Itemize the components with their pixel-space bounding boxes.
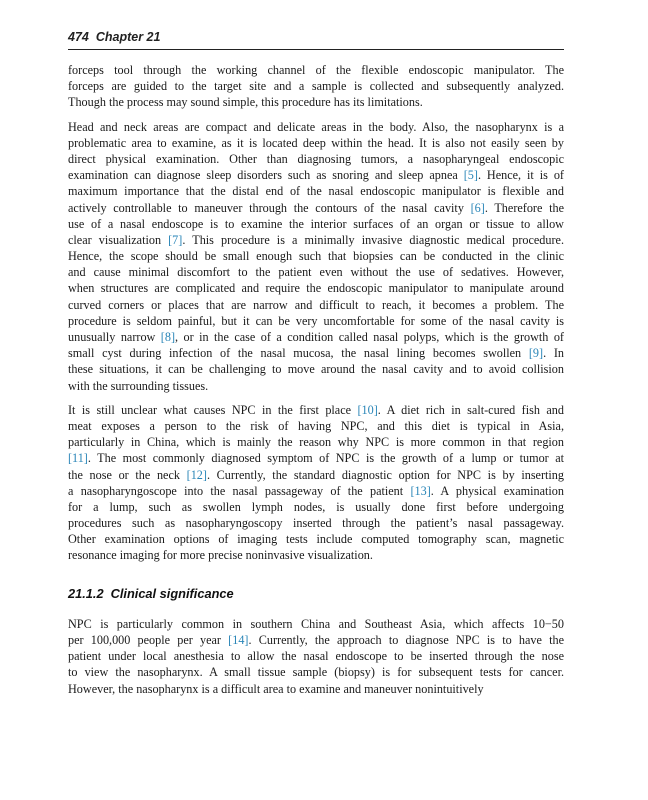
text-line: curved corners or places that are narrow and difficult to reach, it becomes a problem. The — [68, 297, 564, 312]
chapter-label: Chapter 21 — [95, 30, 161, 44]
citation-link[interactable]: [7] — [168, 232, 183, 247]
text-line: unusually narrow [8], or in the case of a condition called nasal polyps, which is the growth of — [68, 330, 564, 345]
paragraph — [68, 62, 564, 111]
text-line: problematic area to examine, as it is located deep within the head. It is also not easily seen by — [68, 135, 564, 150]
page-number: 474 — [68, 30, 89, 44]
text-line: forceps tool through the working channel of the flexible endoscopic manipulator. The — [68, 63, 564, 77]
text-line: [11]. The most commonly diagnosed symptom of NPC is the growth of a lump or tumor at — [68, 451, 564, 466]
section-paragraphs — [68, 616, 564, 697]
text-line: It is still unclear what causes NPC in the first place [10]. A diet rich in salt-cured fish and — [68, 402, 564, 417]
citation-link[interactable]: [8] — [160, 330, 176, 345]
body-text — [68, 62, 564, 705]
text-line: with the surrounding tissues. — [68, 378, 209, 393]
citation-link[interactable]: [10] — [357, 402, 378, 417]
text-line: patient under local anesthesia to allow the nasal endoscope to be inserted through the nose — [68, 649, 564, 664]
text-line: particularly in China, which is mainly the reason why NPC is more common in that region — [68, 435, 564, 450]
text-line: when structures are complicated and require the endoscopic manipulator to manipulate around — [68, 281, 564, 296]
text-line: clear visualization [7]. This procedure is a minimally invasive diagnostic medical procedure. — [68, 232, 565, 247]
citation-link[interactable]: [12] — [186, 467, 207, 482]
text-line: procedures such as nasopharyngoscopy inserted through the patient’s nasal passageway. — [68, 516, 564, 531]
text-line: NPC is particularly common in southern China and Southeast Asia, which affects 10−50 — [68, 616, 564, 631]
text-line: forceps are guided to the target site and a sample is collected and subsequently analyzed. — [68, 79, 564, 94]
paragraph — [68, 616, 564, 697]
text-line: a nasopharyngoscope into the nasal passageway of the patient [13]. A physical examination — [68, 483, 564, 498]
text-line: for a lump, such as swollen lymph nodes, is usually done first before undergoing — [68, 499, 564, 514]
section-title: Clinical significance — [110, 585, 234, 601]
text-line: meat exposes a person to the risk of having NPC, and this diet is typical in Asia, — [68, 418, 564, 433]
text-line: the nose or the neck [12]. Currently, the standard diagnostic option for NPC is by inserting — [68, 467, 564, 482]
text-line: direct physical examination. Other than diagnosing tumors, a nasopharyngeal endoscopic — [68, 151, 564, 166]
text-line: examination can diagnose sleep disorders such as snoring and sleep apnea [5]. Hence, it is of — [68, 168, 564, 183]
text-line: small cyst during infection of the nasal mucosa, the nasal lining becomes swollen [9]. In — [68, 346, 564, 361]
text-line: Other examination options of imaging tests include computed tomography scan, magnetic — [68, 532, 564, 547]
text-line: Hence, the scope should be small enough such that biopsies can be conducted in the clinic — [68, 249, 564, 264]
text-line: Head and neck areas are compact and delicate areas in the body. Also, the nasopharynx is a — [68, 119, 564, 134]
citation-link[interactable]: [5] — [463, 168, 478, 183]
text-line: per 100,000 people per year [14]. Currently, the approach to diagnose NPC is to have the — [68, 633, 564, 648]
citation-link[interactable]: [11] — [68, 451, 88, 466]
citation-link[interactable]: [6] — [470, 200, 485, 215]
header-rule — [68, 49, 564, 50]
text-line: maximum importance that the distal end of the nasal endoscopic manipulator is flexible and — [68, 184, 564, 199]
section-number: 21.1.2 — [68, 585, 104, 601]
text-line: procedure is seldom painful, but it can be very uncomfortable for some of the nasal cavity is — [68, 313, 564, 328]
text-line: to view the nasopharynx. A small tissue sample (biopsy) is for subsequent tests for cancer. — [68, 665, 564, 680]
section-heading — [68, 586, 564, 602]
text-line: Though the process may sound simple, this procedure has its limitations. — [68, 95, 423, 110]
running-head — [68, 30, 564, 44]
citation-link[interactable]: [13] — [410, 483, 431, 498]
text-line: and cause minimal discomfort to the patient even without the use of sedatives. However, — [68, 265, 564, 280]
text-line: However, the nasopharynx is a difficult area to examine and maneuver nonintuitively — [68, 681, 484, 696]
text-line: resonance imaging for more precise noninvasive visualization. — [68, 548, 373, 563]
main-paragraphs — [68, 62, 564, 564]
text-line: actively controllable to maneuver through the contours of the nasal cavity [6]. Therefore the — [68, 200, 564, 215]
text-line: use of a nasal endoscope is to examine the interior surfaces of an organ or tissue to allow — [68, 216, 564, 231]
citation-link[interactable]: [14] — [228, 633, 249, 648]
paragraph — [68, 119, 564, 394]
text-line: these situations, it can be challenging to move around the nasal cavity and to avoid collision — [68, 362, 564, 377]
citation-link[interactable]: [9] — [528, 346, 544, 361]
paragraph — [68, 402, 564, 564]
